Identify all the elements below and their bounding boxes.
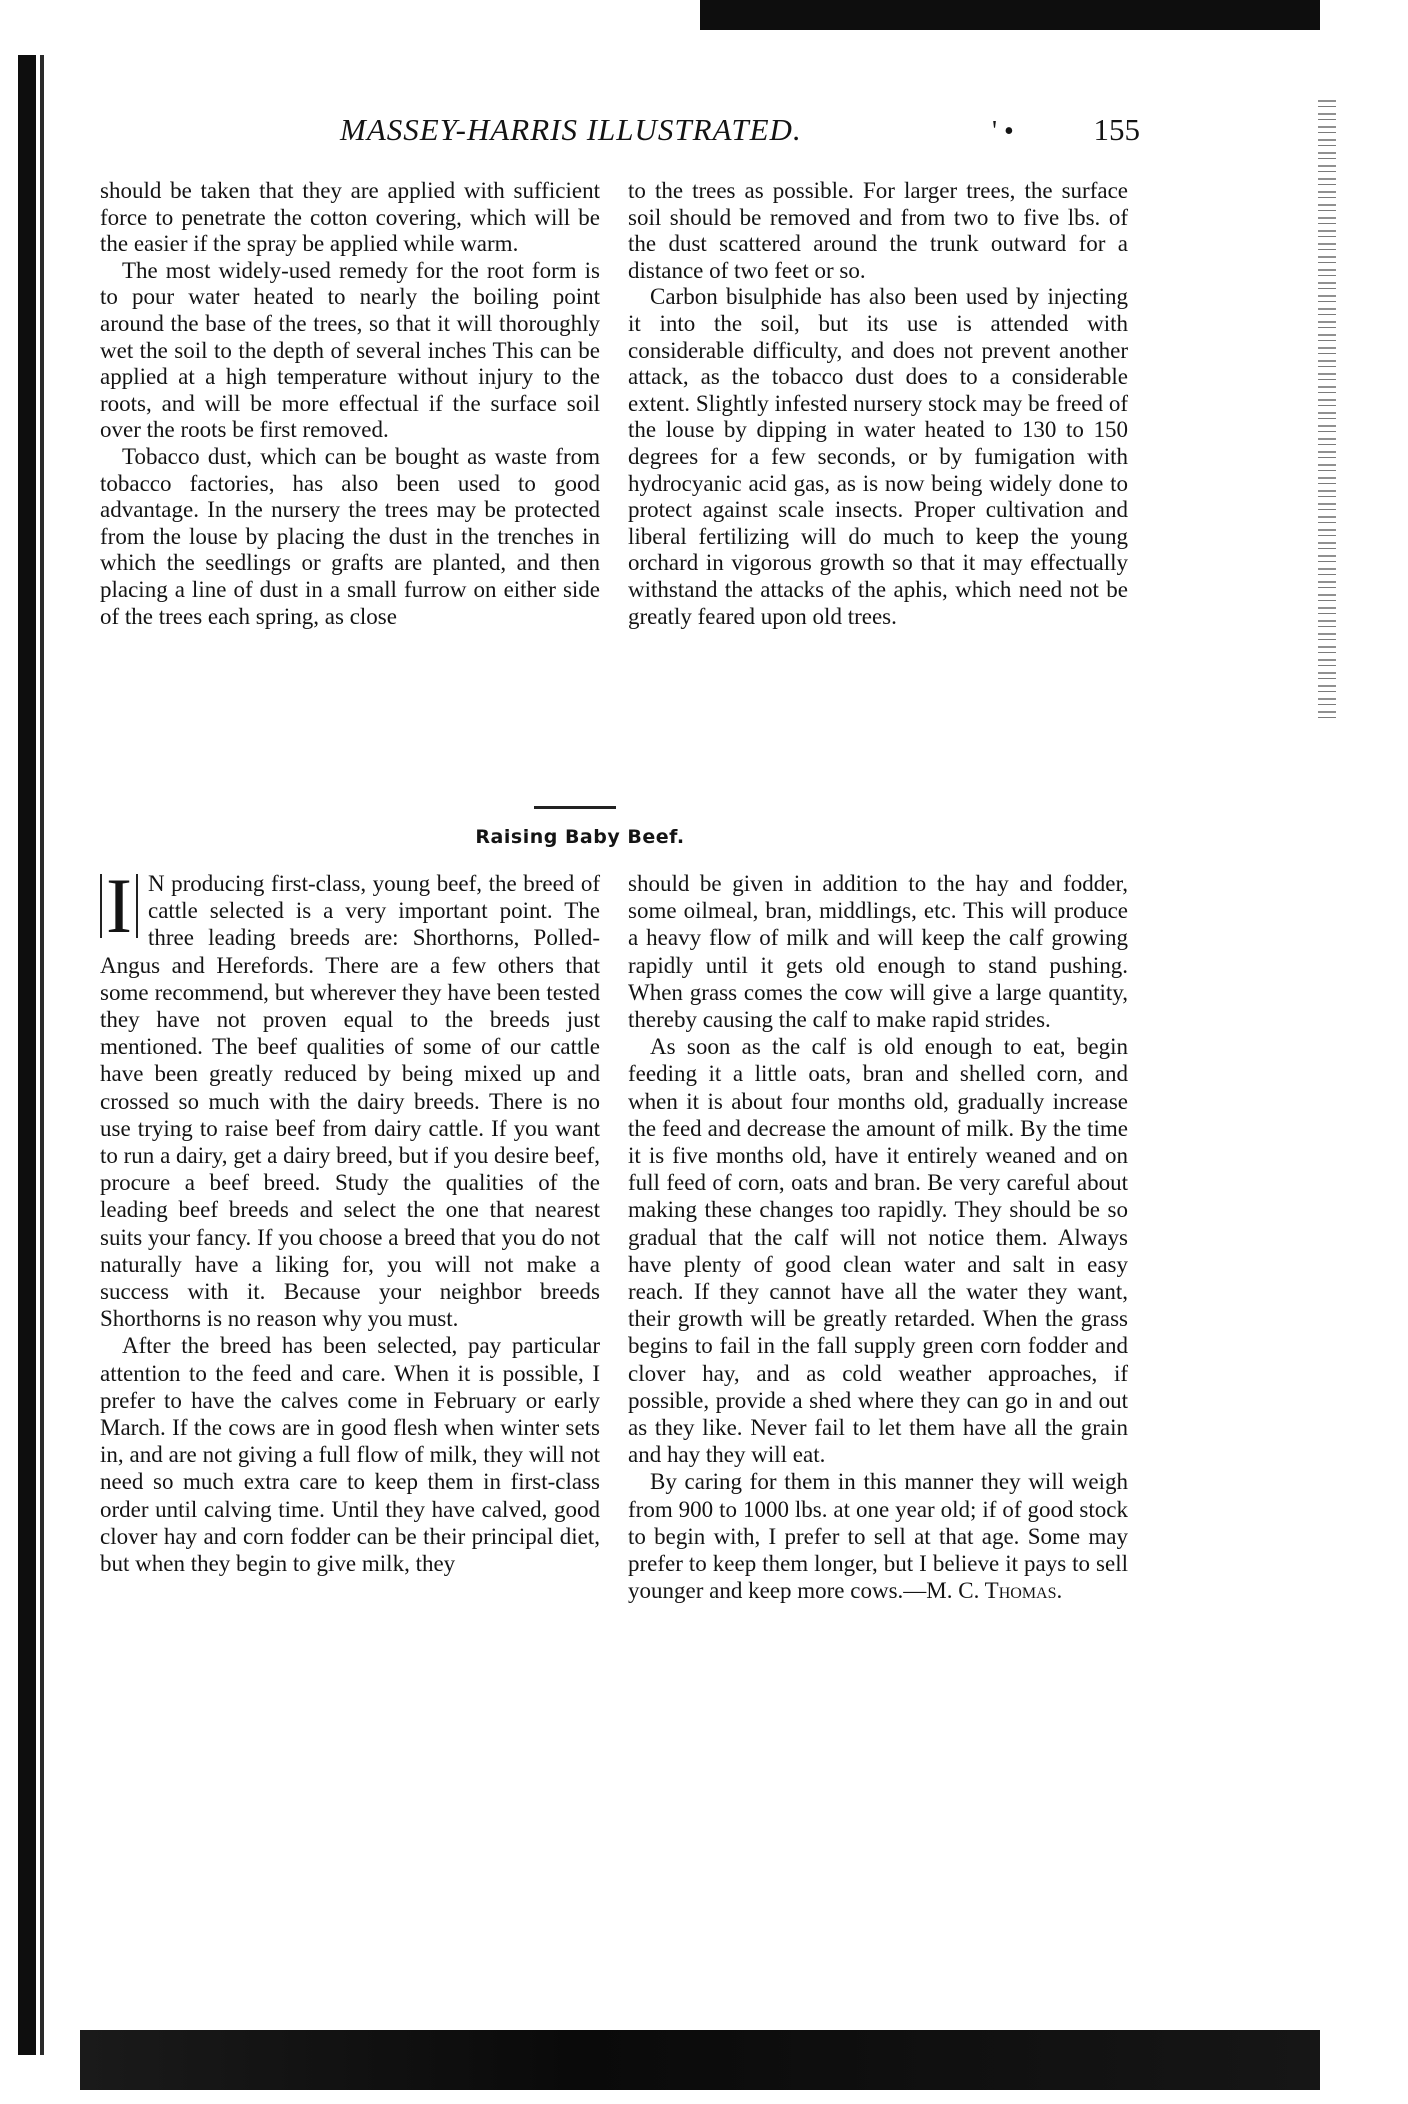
scan-noise-right [1318,100,1336,720]
page-number: 155 [1093,112,1140,147]
paragraph: As soon as the calf is old enough to eat, begin feeding it a little oats, bran and shelled corn, and when it is about four months old, gradually increase the feed and decrease the amount of milk. By the time it is five months old, have it entirely weaned and on full feed of corn, oats and bran. Be very careful about making these changes too rapidly. They should be so gradual that the calf will not notice them. Always have plenty of good clean water and salt in easy reach. If they cannot have all the water they want, their growth will be greatly retarded. When the grass begins to fail in the fall supply green corn fodder and clover hay, and as cold weather approaches, if possible, provide a shed where they can go in and out as they like. Never fail to let them have all the grain and hay they will eat. [628,1034,1128,1468]
drop-cap: I [100,874,138,938]
running-title: MASSEY-HARRIS ILLUSTRATED. [340,112,802,147]
article1-column-right [628,178,1128,630]
scan-edge-bottom [80,2030,1320,2090]
article2-column-right [628,870,1128,1604]
header-ornament: ' • [992,116,1014,147]
section-divider [534,806,616,809]
article-title: Raising Baby Beef. [475,826,685,848]
paragraph: Carbon bisulphide has also been used by injecting it into the soil, but its use is attended with considerable difficulty, and does not prevent another attack, as the tobacco dust does to a considerable extent. Slightly infested nursery stock may be freed of the louse by dipping in water heated to 130 to 150 degrees for a few seconds, or by fumigation with hydrocyanic acid gas, as is now being widely done to protect against scale insects. Proper cultivation and liberal fertilizing will do much to keep the young orchard in vigorous growth so that it may effectually withstand the attacks of the aphis, which need not be greatly feared upon old trees. [628,284,1128,629]
scan-edge-left-inner [40,55,44,2055]
paragraph: After the breed has been selected, pay particular attention to the feed and care. When it is possible, I prefer to have the calves come in February or early March. If the cows are in good flesh when winter sets in, and are not giving a full flow of milk, they will not need so much extra care to keep them in first-class order until calving time. Until they have calved, good clover hay and corn fodder can be their principal diet, but when they begin to give milk, they [100,1333,600,1577]
paragraph: The most widely-used remedy for the root form is to pour water heated to nearly the boiling point around the base of the trees, so that it will thoroughly wet the soil to the depth of several inches This can be applied at a high temperature without injury to the roots, and will be more effectual if the surface soil over the roots be first removed. [100,257,600,443]
paragraph: should be given in addition to the hay and fodder, some oilmeal, bran, middlings, etc. This will produce a heavy flow of milk and will keep the calf growing rapidly until it gets old enough to stand pushing. When grass comes the cow will give a large quantity, thereby causing the calf to make rapid strides. [628,871,1128,1033]
paragraph-text: By caring for them in this manner they will weigh from 900 to 1000 lbs. at one year old; if of good stock to begin with, I prefer to sell at that age. Some may prefer to keep them longer, but I believe it pays to sell younger and keep more cows.— [628,1469,1128,1604]
paragraph: Tobacco dust, which can be bought as waste from tobacco factories, has also been used to good advantage. In the nursery the trees may be protected from the louse by placing the dust in the trenches in which the seedlings or grafts are planted, and then placing a line of dust in a small furrow on either side of the trees each spring, as close [100,443,600,629]
article2-column-left [100,862,600,1577]
scan-edge-top-rule [700,26,1320,30]
paragraph [628,1468,1128,1604]
scan-edge-left [18,55,36,2055]
paragraph: should be taken that they are applied with sufficient force to penetrate the cotton covering, which will be the easier if the spray be applied while warm. [100,178,600,257]
paragraph: to the trees as possible. For larger trees, the surface soil should be removed and from two to five lbs. of the dust scattered around the trunk outward for a distance of two feet or so. [628,178,1128,283]
article1-column-left [100,178,600,630]
paragraph: N producing first-class, young beef, the breed of cattle selected is a very important point. The three leading breeds are: Shorthorns, Polled-Angus and Herefords. There are a few others that some recommend, but wherever they have been tested they have not proven equal to the breeds just mentioned. The beef qualities of some of our cattle have been greatly reduced by being mixed up and crossed so much with the dairy breeds. There is no use trying to raise beef from dairy cattle. If you want to run a dairy, get a dairy breed, but if you desire beef, procure a beef breed. Study the qualities of the leading beef breeds and select the one that nearest suits your fancy. If you choose a breed that you do not naturally have a liking for, you will not make a success with it. Because your neighbor breeds Shorthorns is no reason why you must. [100,871,600,1332]
page-header [100,112,1140,156]
author-signature: M. C. Thomas. [926,1578,1063,1604]
